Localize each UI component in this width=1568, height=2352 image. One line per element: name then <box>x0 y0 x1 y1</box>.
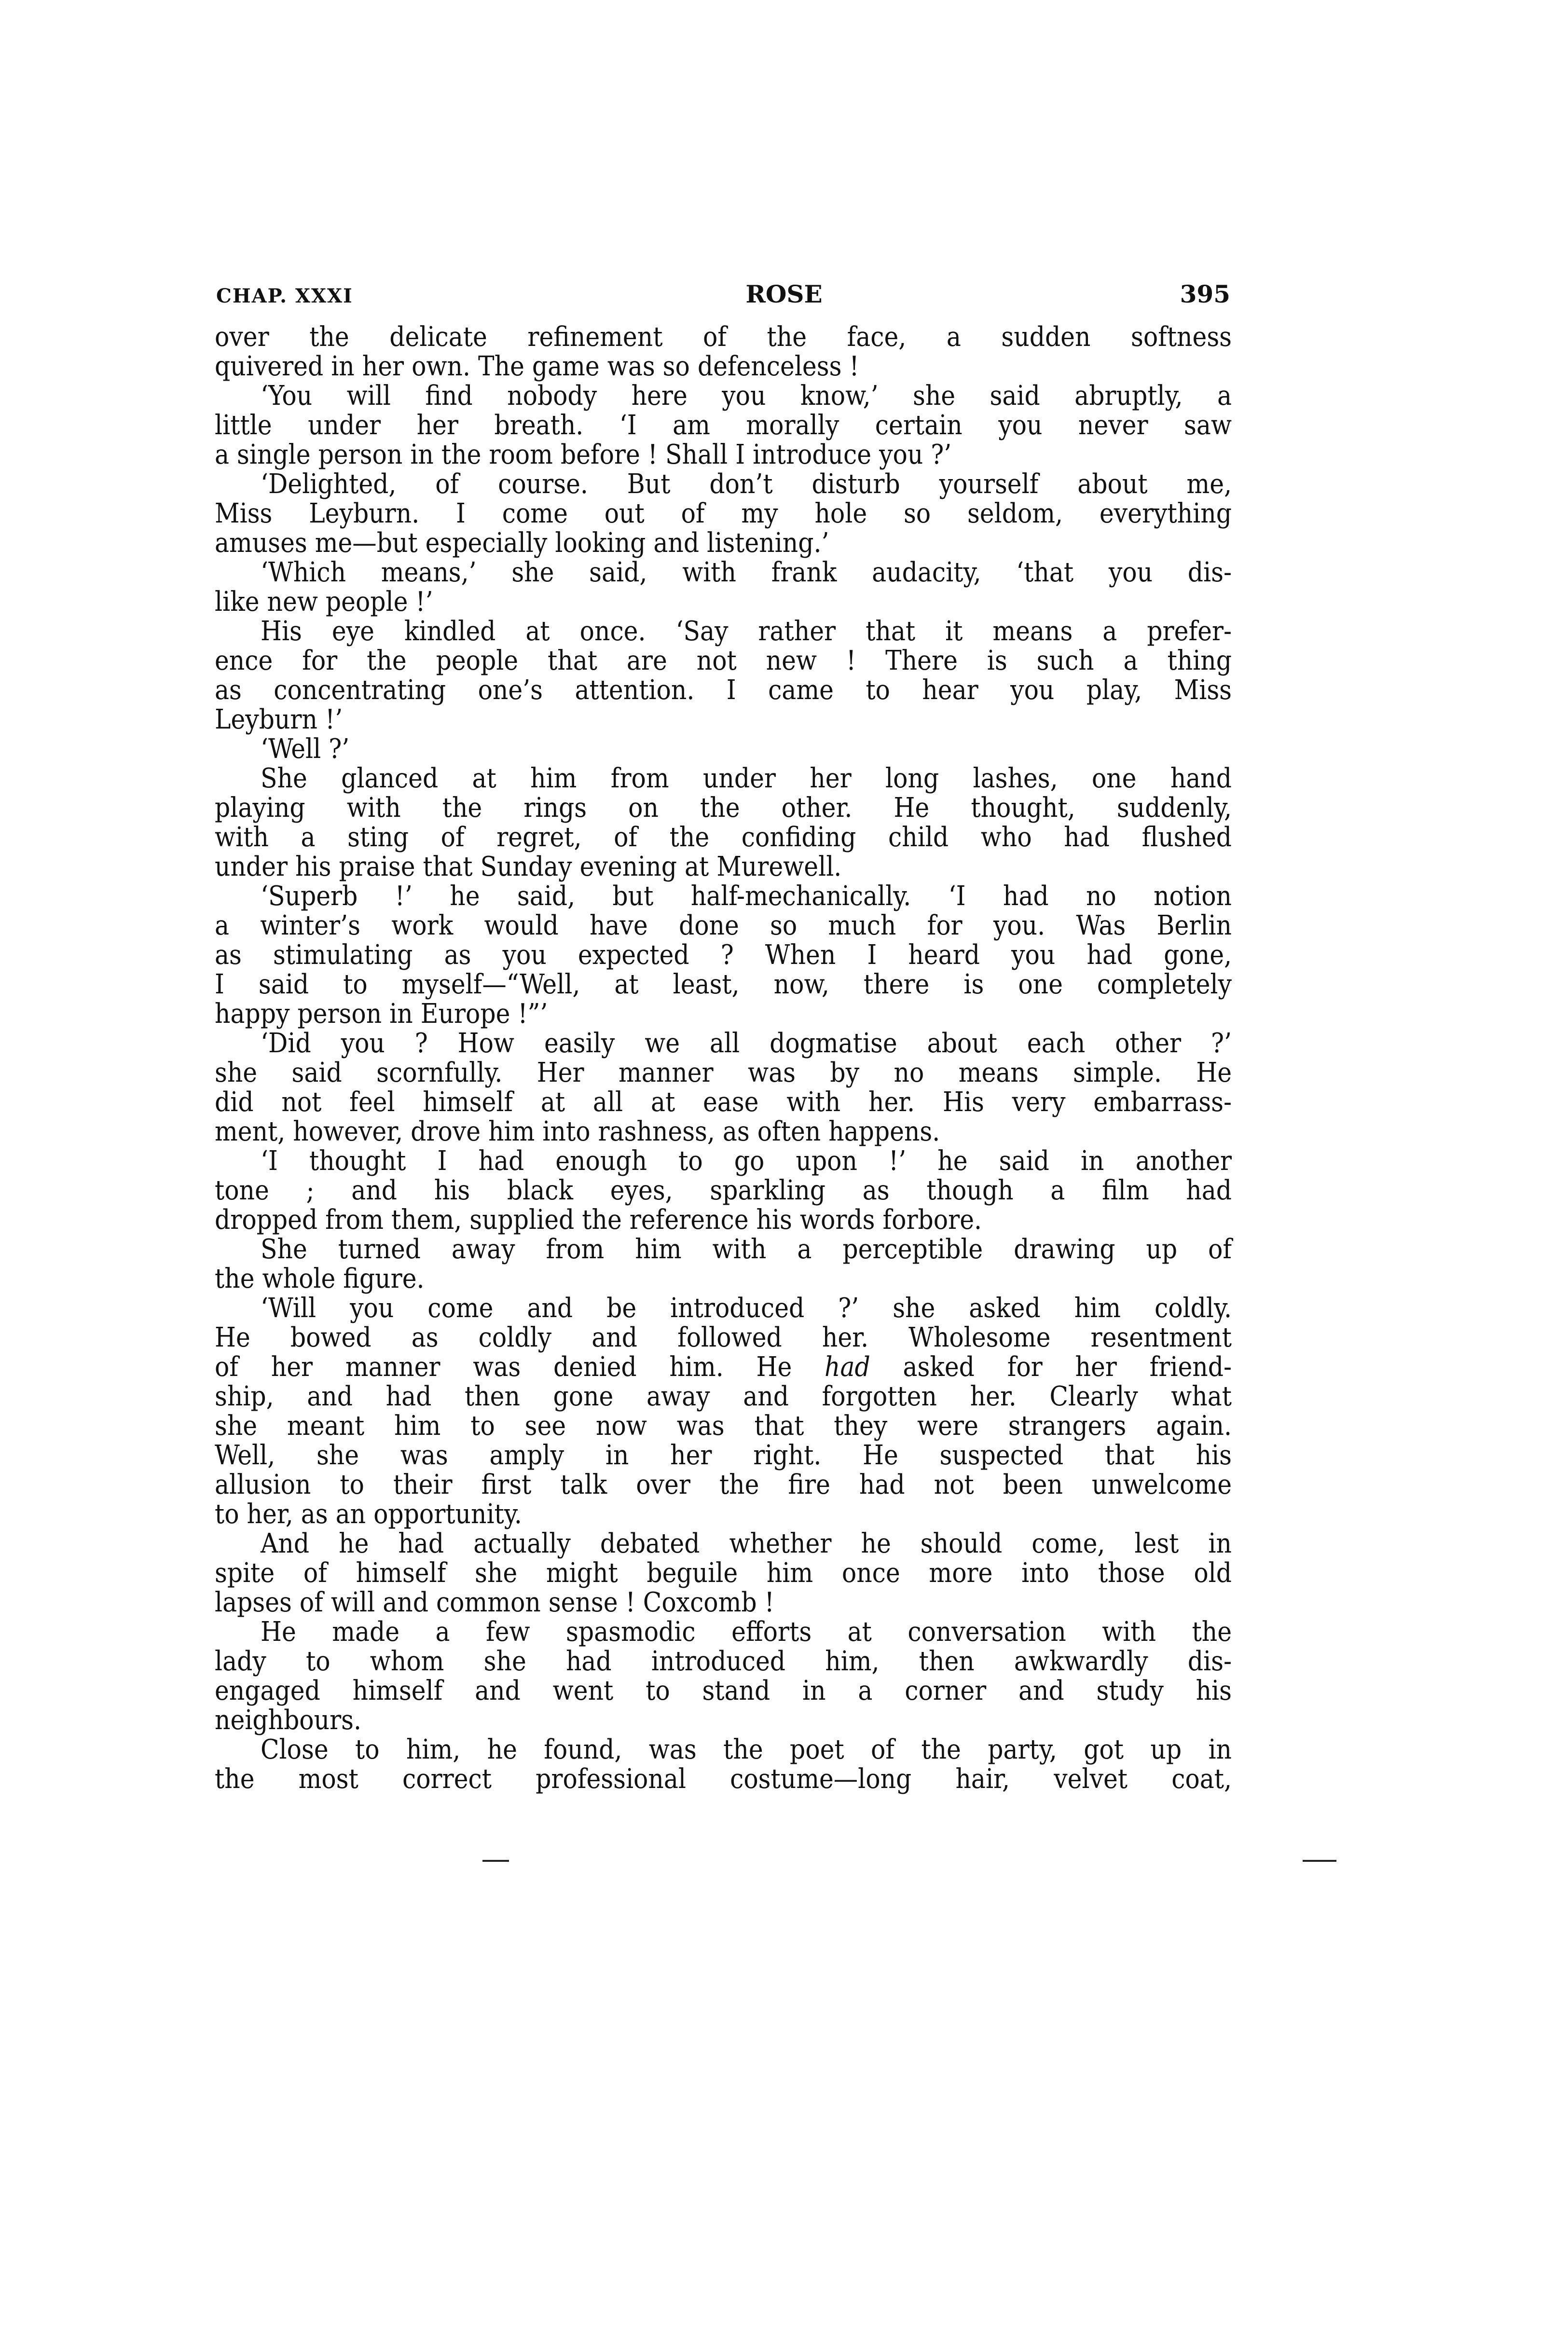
text-line: Well, she was amply in her right. He suspected that his <box>215 1440 1232 1471</box>
text-line: neighbours. <box>215 1705 362 1736</box>
text-line: ence for the people that are not new ! There is such a thing <box>215 645 1232 676</box>
text-line: a single person in the room before ! Shall I introduce you ?’ <box>215 439 952 470</box>
text-line: little under her breath. ‘I am morally certain you never saw <box>215 410 1232 441</box>
text-line: She turned away from him with a perceptible drawing up of <box>261 1234 1232 1265</box>
text-line: happy person in Europe !”’ <box>215 998 548 1030</box>
text-line: over the delicate refinement of the face, a sudden softness <box>215 321 1232 353</box>
text-line: ‘Well ?’ <box>261 733 350 765</box>
text-line: she said scornfully. Her manner was by no means simple. He <box>215 1057 1232 1088</box>
text-line: ‘Which means,’ she said, with frank audacity, ‘that you dis- <box>261 557 1232 588</box>
text-line: like new people !’ <box>215 586 433 618</box>
text-line: ‘You will find nobody here you know,’ she said abruptly, a <box>261 380 1232 412</box>
running-head-title: ROSE <box>745 280 823 308</box>
text-line: the whole figure. <box>215 1263 425 1294</box>
body-text <box>215 322 1232 1794</box>
text-line: under his praise that Sunday evening at Murewell. <box>215 851 842 882</box>
text-line: ship, and had then gone away and forgotten her. Clearly what <box>215 1381 1232 1412</box>
text-line <box>215 1352 1232 1382</box>
text-line: ‘Will you come and be introduced ?’ she asked him coldly. <box>261 1293 1232 1324</box>
print-mark <box>1303 1860 1336 1862</box>
text-line: did not feel himself at all at ease with her. His very embarrass- <box>215 1087 1232 1118</box>
text-line: quivered in her own. The game was so defenceless ! <box>215 351 859 382</box>
text-line: amuses me—but especially looking and listening.’ <box>215 527 829 559</box>
text-line: ‘I thought I had enough to go upon !’ he said in another <box>261 1145 1232 1177</box>
text-line: with a sting of regret, of the confiding child who had flushed <box>215 822 1232 853</box>
text-line: ‘Superb !’ he said, but half-mechanically. ‘I had no notion <box>261 880 1232 912</box>
text-segment: had <box>825 1351 870 1383</box>
text-line: the most correct professional costume—long hair, velvet coat, <box>215 1763 1232 1795</box>
text-line: dropped from them, supplied the reference his words forbore. <box>215 1204 982 1236</box>
text-line: as stimulating as you expected ? When I heard you had gone, <box>215 939 1232 971</box>
text-line: as concentrating one’s attention. I came to hear you play, Miss <box>215 674 1232 706</box>
text-line: lapses of will and common sense ! Coxcomb ! <box>215 1587 774 1618</box>
text-line: ‘Delighted, of course. But don’t disturb yourself about me, <box>261 468 1232 500</box>
running-head-chapter: CHAP. XXXI <box>216 285 353 307</box>
text-line: she meant him to see now was that they were strangers again. <box>215 1410 1232 1442</box>
text-line: Miss Leyburn. I come out of my hole so seldom, everything <box>215 498 1232 529</box>
text-line: He bowed as coldly and followed her. Wholesome resentment <box>215 1322 1232 1353</box>
text-line: I said to myself—“Well, at least, now, there is one completely <box>215 969 1232 1000</box>
text-line: a winter’s work would have done so much for you. Was Berlin <box>215 910 1232 941</box>
text-line: engaged himself and went to stand in a corner and study his <box>215 1675 1232 1706</box>
text-line: tone ; and his black eyes, sparkling as though a film had <box>215 1175 1232 1206</box>
text-line: spite of himself she might beguile him once more into those old <box>215 1557 1232 1589</box>
page-number: 395 <box>1180 280 1230 308</box>
text-line: She glanced at him from under her long lashes, one hand <box>261 763 1232 794</box>
text-line: lady to whom she had introduced him, then awkwardly dis- <box>215 1646 1232 1677</box>
text-line: Leyburn !’ <box>215 704 343 735</box>
text-line: And he had actually debated whether he should come, lest in <box>261 1528 1232 1559</box>
text-line: His eye kindled at once. ‘Say rather that it means a prefer- <box>261 616 1232 647</box>
text-line: Close to him, he found, was the poet of the party, got up in <box>261 1734 1232 1765</box>
text-line: to her, as an opportunity. <box>215 1499 522 1530</box>
print-mark <box>482 1860 509 1862</box>
text-segment: asked for her friend- <box>870 1351 1232 1383</box>
text-segment: of her manner was denied him. He <box>215 1351 825 1383</box>
text-line: ‘Did you ? How easily we all dogmatise about each other ?’ <box>261 1028 1232 1059</box>
text-line: ment, however, drove him into rashness, as often happens. <box>215 1116 940 1147</box>
text-line: playing with the rings on the other. He thought, suddenly, <box>215 792 1232 824</box>
text-line: He made a few spasmodic efforts at conversation with the <box>261 1616 1232 1648</box>
text-line: allusion to their first talk over the fire had not been unwelcome <box>215 1469 1232 1500</box>
